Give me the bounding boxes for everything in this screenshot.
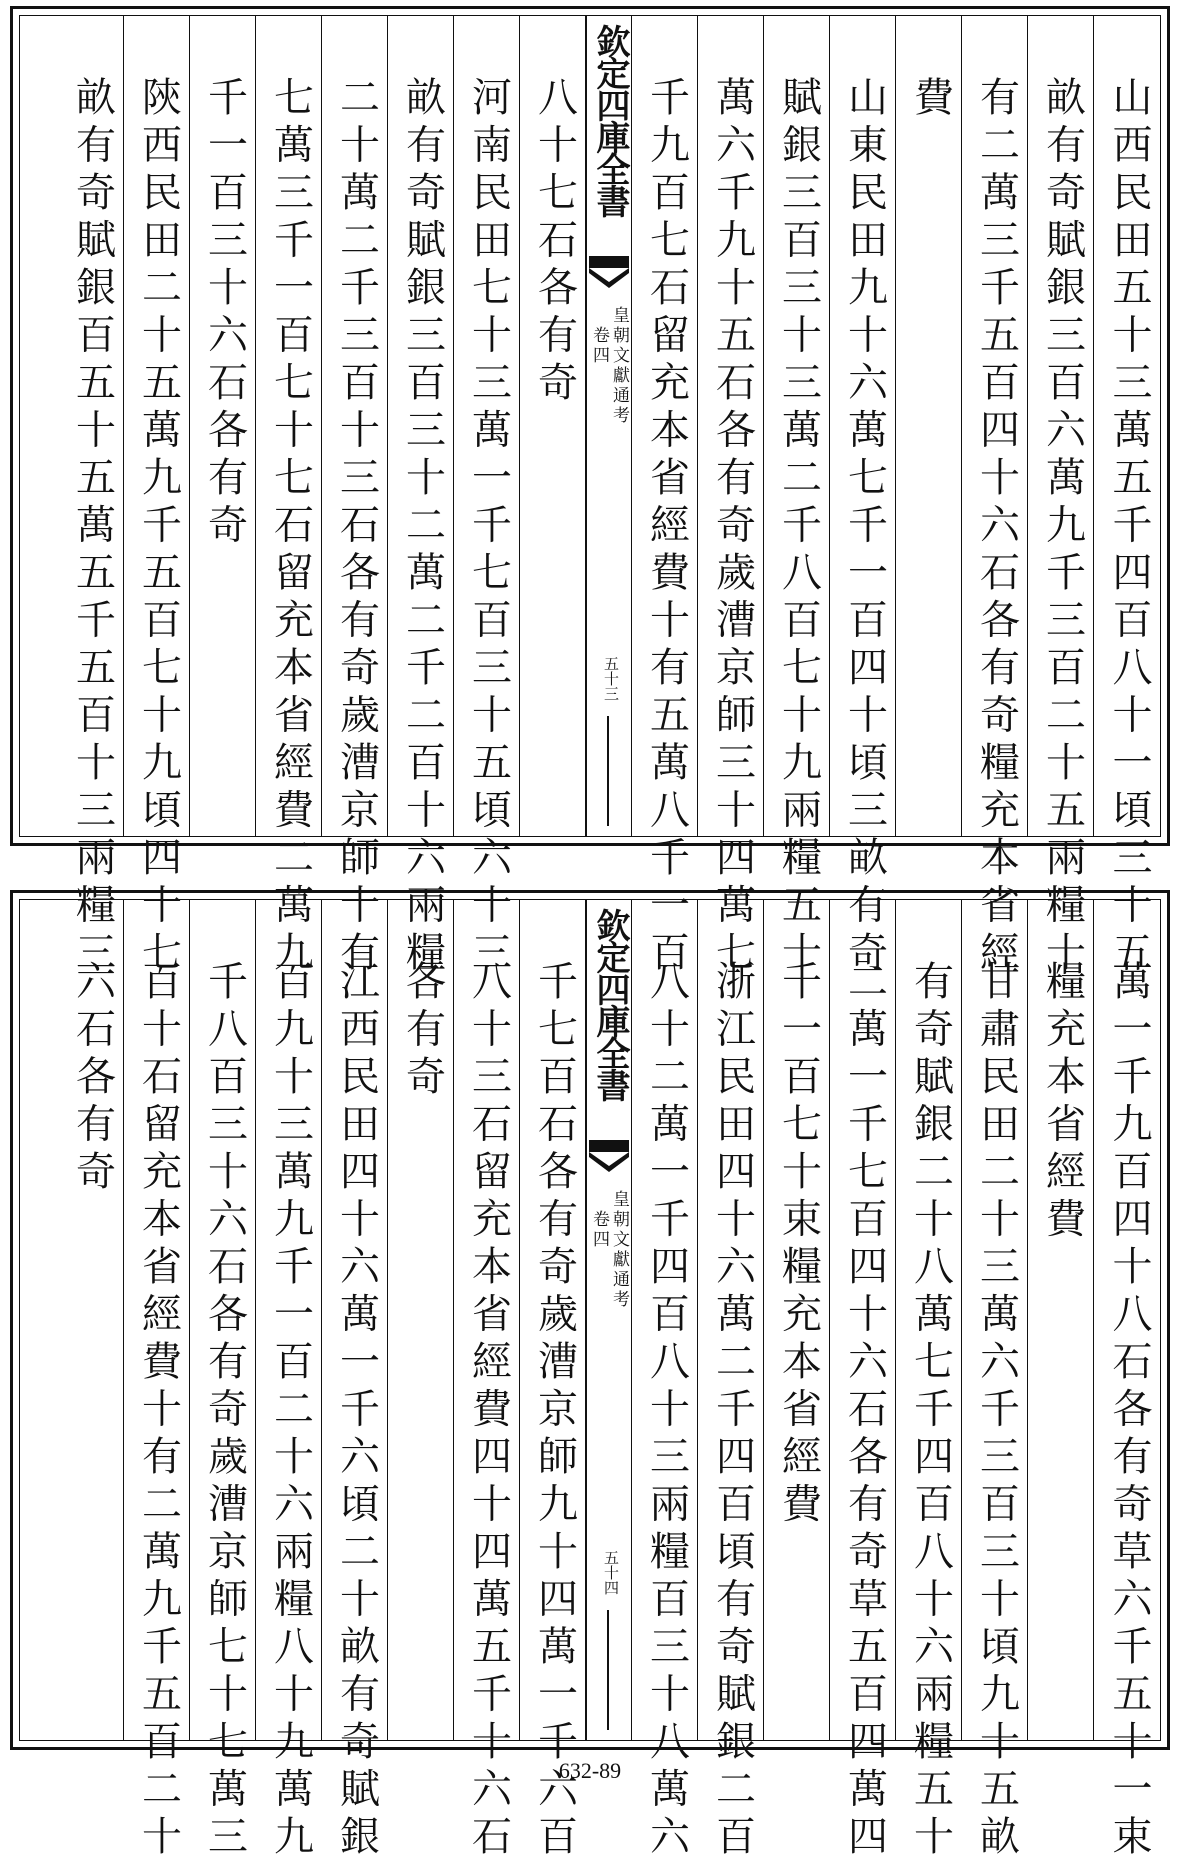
text-column <box>256 16 322 979</box>
text-column <box>830 900 896 1863</box>
text-column <box>896 16 962 836</box>
column-text: 山西民田五十三萬五千四百八十一頃三十五 <box>1106 76 1152 979</box>
text-column <box>1028 16 1094 979</box>
center-fold <box>586 900 632 1740</box>
column-text: 千八百三十六石各有奇歲漕京師七十七萬三 <box>201 960 248 1863</box>
book-title: 欽定四庫全書 <box>590 24 630 216</box>
text-column <box>1094 900 1160 1863</box>
text-column <box>698 900 764 1863</box>
column-text: 畝有奇賦銀百五十五萬五千五百十三兩糧三 <box>69 76 116 979</box>
text-column <box>896 900 962 1863</box>
text-column <box>962 900 1028 1863</box>
center-fold <box>586 16 632 836</box>
fish-tail-mark-icon <box>589 256 629 290</box>
text-column <box>124 900 190 1863</box>
fish-tail-mark-icon <box>589 1140 629 1174</box>
column-text: 八十七石各有奇 <box>531 76 578 409</box>
text-column <box>632 900 698 1863</box>
column-text: 二萬一千七百四十六石各有奇草五百四萬四 <box>841 960 888 1863</box>
column-text: 河南民田七十三萬一千七百三十五頃六十三 <box>465 76 512 979</box>
center-subtitle: 皇朝文獻通考 <box>609 306 629 426</box>
text-column <box>58 900 124 1740</box>
text-column <box>256 900 322 1863</box>
text-column <box>190 16 256 836</box>
column-text: 畝有奇賦銀三百六萬九千三百二十五兩糧十 <box>1039 76 1086 979</box>
text-column <box>388 16 454 979</box>
column-text: 賦銀三百三十三萬二千八百七十九兩糧五十 <box>775 76 822 979</box>
page-number: 五十四 <box>602 1550 620 1595</box>
text-column <box>698 16 764 979</box>
text-column <box>58 16 124 979</box>
text-column <box>764 900 830 1740</box>
column-text: 費 <box>907 76 954 124</box>
column-text: 千九百七石留充本省經費十有五萬八千一百 <box>643 76 690 979</box>
text-column <box>454 900 520 1863</box>
footer-page-code: 632-89 <box>558 1758 622 1783</box>
text-column <box>322 900 388 1863</box>
text-column <box>1094 16 1160 979</box>
column-text: 萬六千九十五石各有奇歲漕京師三十四萬七 <box>709 76 756 979</box>
column-text: 甘肅民田二十三萬六千三百三十頃九十五畝 <box>973 960 1020 1863</box>
column-text: 畝有奇賦銀三百三十二萬二千二百十六兩糧 <box>399 76 446 979</box>
page-upper <box>10 6 1170 979</box>
fold-line <box>607 716 609 826</box>
center-volume: 卷四 <box>589 326 609 366</box>
center-subtitle: 皇朝文獻通考 <box>609 1190 629 1310</box>
text-column <box>322 16 388 979</box>
column-text: 千七百石各有奇歲漕京師九十四萬一千六百 <box>531 960 578 1863</box>
column-text: 各有奇 <box>399 960 446 1103</box>
column-text: 陝西民田二十五萬九千五百七十九頃四十七 <box>135 76 182 979</box>
column-text: 二十萬二千三百十三石各有奇歲漕京師十有 <box>333 76 380 979</box>
text-column <box>454 16 520 979</box>
text-column <box>830 16 896 979</box>
text-column <box>764 16 830 979</box>
text-column <box>632 16 698 979</box>
text-column <box>962 16 1028 979</box>
text-column <box>190 900 256 1863</box>
column-text: 七萬三千一百七十七石留充本省經費二萬九 <box>267 76 314 979</box>
column-text: 有奇賦銀二十八萬七千四百八十六兩糧五十 <box>907 960 954 1863</box>
column-text: 千一百三十六石各有奇 <box>201 76 248 551</box>
page-number: 五十三 <box>602 656 620 701</box>
column-text: 八十三石留充本省經費四十四萬五千十六石 <box>465 960 512 1863</box>
column-text: 江西民田四十六萬一千六頃二十畝有奇賦銀 <box>333 960 380 1863</box>
column-text: 百九十三萬九千一百二十六兩糧八十九萬九 <box>267 960 314 1863</box>
text-column <box>520 900 586 1863</box>
center-volume: 卷四 <box>589 1210 609 1250</box>
text-column <box>520 16 586 836</box>
column-text: 百十石留充本省經費十有二萬九千五百二十 <box>135 960 182 1863</box>
column-text: 千一百七十束糧充本省經費 <box>775 960 822 1530</box>
column-text: 萬一千九百四十八石各有奇草六千五十一束 <box>1106 960 1152 1863</box>
column-text: 六石各有奇 <box>69 960 116 1198</box>
column-text: 山東民田九十六萬七千一百四十頃三畝有奇 <box>841 76 888 979</box>
column-text: 糧充本省經費 <box>1039 960 1086 1245</box>
page-upper-frame <box>19 15 1161 979</box>
fold-line <box>607 1610 609 1730</box>
text-column <box>388 900 454 1740</box>
text-column <box>124 16 190 979</box>
book-title: 欽定四庫全書 <box>590 908 630 1100</box>
column-text: 八十二萬一千四百八十三兩糧百三十八萬六 <box>643 960 690 1863</box>
column-text: 浙江民田四十六萬二千四百頃有奇賦銀二百 <box>709 960 756 1863</box>
column-text: 有二萬三千五百四十六石各有奇糧充本省經 <box>973 76 1020 979</box>
text-column <box>1028 900 1094 1740</box>
